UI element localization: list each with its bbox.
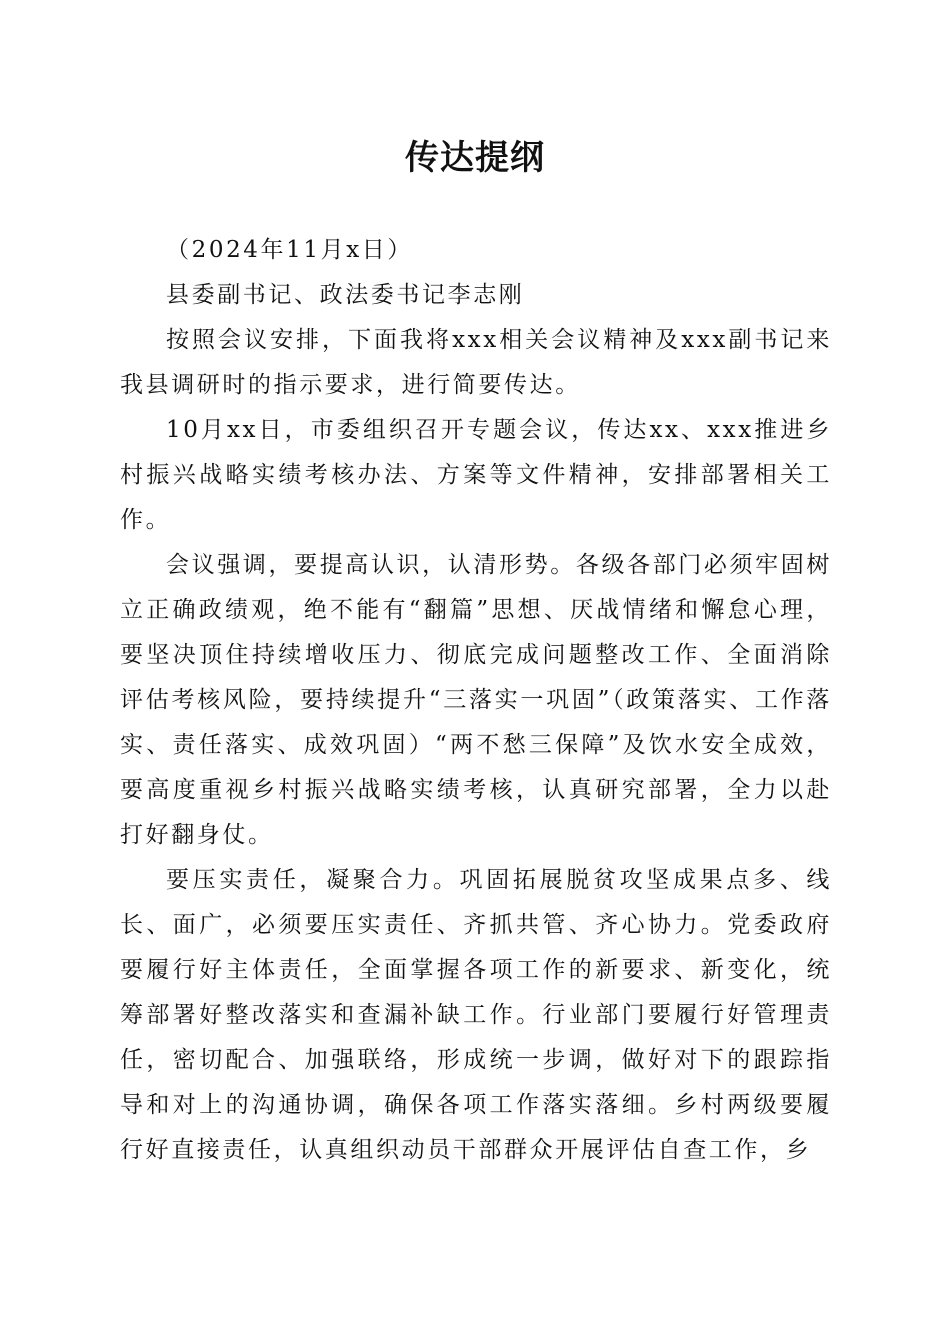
paragraph-intro: 按照会议安排，下面我将xxx相关会议精神及xxx副书记来我县调研时的指示要求，进行简要传达。 (120, 327, 832, 398)
paragraph-meeting: 10月xx日，市委组织召开专题会议，传达xx、xxx推进乡村振兴战略实绩考核办法、方案等文件精神，安排部署相关工作。 (120, 417, 832, 533)
paragraph-responsibility: 要压实责任，凝聚合力。巩固拓展脱贫攻坚成果点多、线长、面广，必须要压实责任、齐抓共管、齐心协力。党委政府要履行好主体责任，全面掌握各项工作的新要求、新变化，统筹部署好整改落实和查漏补缺工作。行业部门要履行好管理责任，密切配合、加强联络，形成统一步调，做好对下的跟踪指导和对上的沟通协调，确保各项工作落实落细。乡村两级要履行好直接责任，认真组织动员干部群众开展评估自查工作，乡 (120, 867, 832, 1163)
date-line: （2024年11月x日） (166, 237, 413, 263)
document-body (120, 228, 832, 1173)
paragraph-awareness: 会议强调，要提高认识，认清形势。各级各部门必须牢固树立正确政绩观，绝不能有“翻篇”思想、厌战情绪和懈怠心理，要坚决顶住持续增收压力、彻底完成问题整改工作、全面消除评估考核风险，要持续提升“三落实一巩固”（政策落实、工作落实、责任落实、成效巩固）“两不愁三保障”及饮水安全成效，要高度重视乡村振兴战略实绩考核，认真研究部署，全力以赴打好翻身仗。 (120, 552, 832, 848)
document-title: 传达提纲 (405, 138, 545, 178)
author-line: 县委副书记、政法委书记李志刚 (166, 282, 525, 308)
